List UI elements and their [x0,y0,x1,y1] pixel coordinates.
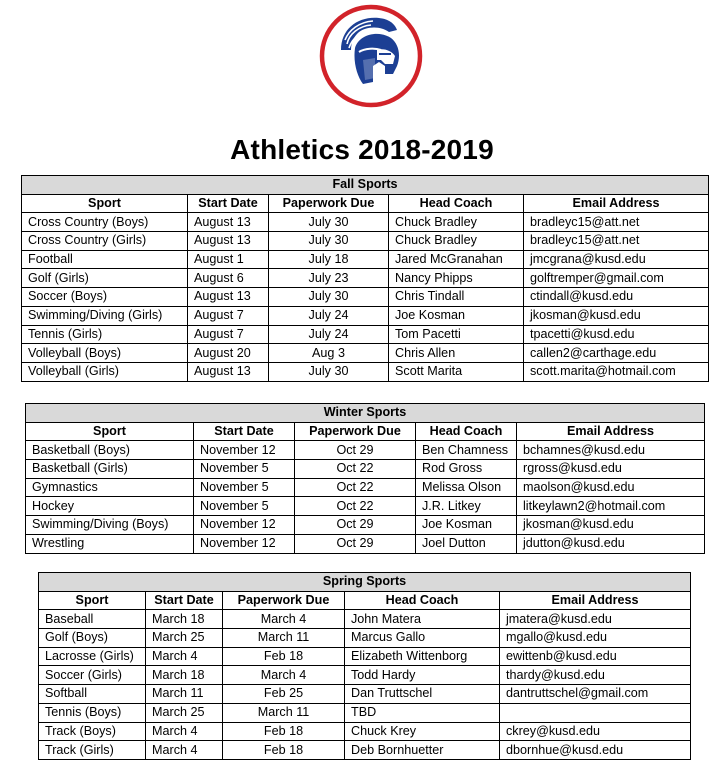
head-coach-cell: Joe Kosman [416,516,517,535]
paperwork-due-cell: Oct 22 [295,460,416,479]
email-cell: maolson@kusd.edu [517,478,705,497]
start-date-cell: November 12 [194,534,295,553]
table-row [22,325,709,344]
winter-sports-table [25,403,705,554]
table-row [39,666,691,685]
sport-cell: Soccer (Girls) [39,666,146,685]
spring-sports-table [38,572,691,760]
paperwork-due-cell: Feb 18 [223,722,345,741]
sport-cell: Hockey [26,497,194,516]
col-head-coach: Head Coach [345,591,500,610]
sport-cell: Golf (Girls) [22,269,188,288]
table-row [22,344,709,363]
head-coach-cell: TBD [345,703,500,722]
head-coach-cell: Joel Dutton [416,534,517,553]
paperwork-due-cell: July 24 [269,325,389,344]
start-date-cell: August 20 [188,344,269,363]
paperwork-due-cell: March 11 [223,629,345,648]
paperwork-due-cell: Feb 25 [223,685,345,704]
start-date-cell: August 13 [188,232,269,251]
start-date-cell: August 7 [188,325,269,344]
email-cell: golftremper@gmail.com [524,269,709,288]
paperwork-due-cell: March 11 [223,703,345,722]
head-coach-cell: Melissa Olson [416,478,517,497]
table-row [39,610,691,629]
spring-sports-heading: Spring Sports [39,573,691,592]
head-coach-cell: Deb Bornhuetter [345,741,500,760]
winter-sports-heading: Winter Sports [26,404,705,423]
paperwork-due-cell: Oct 22 [295,497,416,516]
table-row [39,722,691,741]
head-coach-cell: Chuck Bradley [389,232,524,251]
spartan-helmet-icon [319,4,423,108]
head-coach-cell: Marcus Gallo [345,629,500,648]
start-date-cell: November 5 [194,478,295,497]
head-coach-cell: Joe Kosman [389,306,524,325]
table-row [39,741,691,760]
paperwork-due-cell: March 4 [223,610,345,629]
head-coach-cell: Scott Marita [389,362,524,381]
paperwork-due-cell: Oct 29 [295,516,416,535]
table-row [39,629,691,648]
head-coach-cell: Dan Truttschel [345,685,500,704]
paperwork-due-cell: Oct 22 [295,478,416,497]
paperwork-due-cell: March 4 [223,666,345,685]
paperwork-due-cell: Oct 29 [295,534,416,553]
email-cell: ckrey@kusd.edu [500,722,691,741]
table-row [22,288,709,307]
email-cell: bradleyc15@att.net [524,213,709,232]
col-head-coach: Head Coach [389,194,524,213]
email-cell: ewittenb@kusd.edu [500,647,691,666]
start-date-cell: November 5 [194,460,295,479]
email-cell: bradleyc15@att.net [524,232,709,251]
email-cell: tpacetti@kusd.edu [524,325,709,344]
table-row [22,362,709,381]
start-date-cell: November 12 [194,516,295,535]
col-start-date: Start Date [194,422,295,441]
email-cell: jkosman@kusd.edu [517,516,705,535]
fall-sports-table [21,175,709,382]
email-cell: bchamnes@kusd.edu [517,441,705,460]
col-email: Email Address [500,591,691,610]
head-coach-cell: J.R. Litkey [416,497,517,516]
head-coach-cell: Jared McGranahan [389,250,524,269]
email-cell: ctindall@kusd.edu [524,288,709,307]
head-coach-cell: Chuck Krey [345,722,500,741]
paperwork-due-cell: July 30 [269,362,389,381]
sport-cell: Swimming/Diving (Boys) [26,516,194,535]
paperwork-due-cell: July 23 [269,269,389,288]
start-date-cell: March 4 [146,647,223,666]
col-email: Email Address [517,422,705,441]
email-cell: rgross@kusd.edu [517,460,705,479]
email-cell [500,703,691,722]
sport-cell: Tennis (Girls) [22,325,188,344]
sport-cell: Volleyball (Boys) [22,344,188,363]
start-date-cell: March 4 [146,741,223,760]
head-coach-cell: Chuck Bradley [389,213,524,232]
email-cell: jkosman@kusd.edu [524,306,709,325]
sport-cell: Lacrosse (Girls) [39,647,146,666]
email-cell: thardy@kusd.edu [500,666,691,685]
start-date-cell: August 1 [188,250,269,269]
table-row [22,269,709,288]
table-row [26,460,705,479]
paperwork-due-cell: July 18 [269,250,389,269]
table-row [39,685,691,704]
start-date-cell: November 12 [194,441,295,460]
col-sport: Sport [22,194,188,213]
table-row [22,213,709,232]
sport-cell: Soccer (Boys) [22,288,188,307]
head-coach-cell: Rod Gross [416,460,517,479]
table-row [26,534,705,553]
start-date-cell: March 25 [146,703,223,722]
paperwork-due-cell: Feb 18 [223,741,345,760]
sport-cell: Golf (Boys) [39,629,146,648]
col-start-date: Start Date [188,194,269,213]
table-row [26,497,705,516]
table-row [39,647,691,666]
sport-cell: Wrestling [26,534,194,553]
email-cell: litkeylawn2@hotmail.com [517,497,705,516]
email-cell: scott.marita@hotmail.com [524,362,709,381]
email-cell: jmatera@kusd.edu [500,610,691,629]
col-paperwork-due: Paperwork Due [295,422,416,441]
paperwork-due-cell: July 30 [269,213,389,232]
email-cell: dbornhue@kusd.edu [500,741,691,760]
start-date-cell: March 11 [146,685,223,704]
paperwork-due-cell: Oct 29 [295,441,416,460]
col-head-coach: Head Coach [416,422,517,441]
page-title: Athletics 2018-2019 [230,134,494,165]
col-email: Email Address [524,194,709,213]
paperwork-due-cell: July 30 [269,288,389,307]
paperwork-due-cell: July 30 [269,232,389,251]
start-date-cell: August 7 [188,306,269,325]
head-coach-cell: Tom Pacetti [389,325,524,344]
email-cell: jdutton@kusd.edu [517,534,705,553]
start-date-cell: March 18 [146,666,223,685]
table-row [26,478,705,497]
col-paperwork-due: Paperwork Due [223,591,345,610]
sport-cell: Tennis (Boys) [39,703,146,722]
table-row [22,232,709,251]
paperwork-due-cell: July 24 [269,306,389,325]
start-date-cell: March 25 [146,629,223,648]
start-date-cell: November 5 [194,497,295,516]
sport-cell: Swimming/Diving (Girls) [22,306,188,325]
head-coach-cell: John Matera [345,610,500,629]
col-paperwork-due: Paperwork Due [269,194,389,213]
start-date-cell: August 6 [188,269,269,288]
sport-cell: Track (Girls) [39,741,146,760]
head-coach-cell: Chris Tindall [389,288,524,307]
email-cell: dantruttschel@gmail.com [500,685,691,704]
email-cell: jmcgrana@kusd.edu [524,250,709,269]
head-coach-cell: Elizabeth Wittenborg [345,647,500,666]
start-date-cell: August 13 [188,213,269,232]
sport-cell: Gymnastics [26,478,194,497]
sport-cell: Softball [39,685,146,704]
table-row [26,441,705,460]
table-row [22,250,709,269]
head-coach-cell: Ben Chamness [416,441,517,460]
table-row [22,306,709,325]
head-coach-cell: Chris Allen [389,344,524,363]
col-sport: Sport [39,591,146,610]
col-sport: Sport [26,422,194,441]
head-coach-cell: Nancy Phipps [389,269,524,288]
table-row [26,516,705,535]
sport-cell: Track (Boys) [39,722,146,741]
sport-cell: Volleyball (Girls) [22,362,188,381]
sport-cell: Basketball (Boys) [26,441,194,460]
email-cell: mgallo@kusd.edu [500,629,691,648]
paperwork-due-cell: Feb 18 [223,647,345,666]
sport-cell: Basketball (Girls) [26,460,194,479]
sport-cell: Cross Country (Girls) [22,232,188,251]
start-date-cell: March 4 [146,722,223,741]
sport-cell: Football [22,250,188,269]
head-coach-cell: Todd Hardy [345,666,500,685]
table-row [39,703,691,722]
sport-cell: Baseball [39,610,146,629]
email-cell: callen2@carthage.edu [524,344,709,363]
start-date-cell: August 13 [188,288,269,307]
paperwork-due-cell: Aug 3 [269,344,389,363]
col-start-date: Start Date [146,591,223,610]
sport-cell: Cross Country (Boys) [22,213,188,232]
fall-sports-heading: Fall Sports [22,176,709,195]
start-date-cell: August 13 [188,362,269,381]
start-date-cell: March 18 [146,610,223,629]
